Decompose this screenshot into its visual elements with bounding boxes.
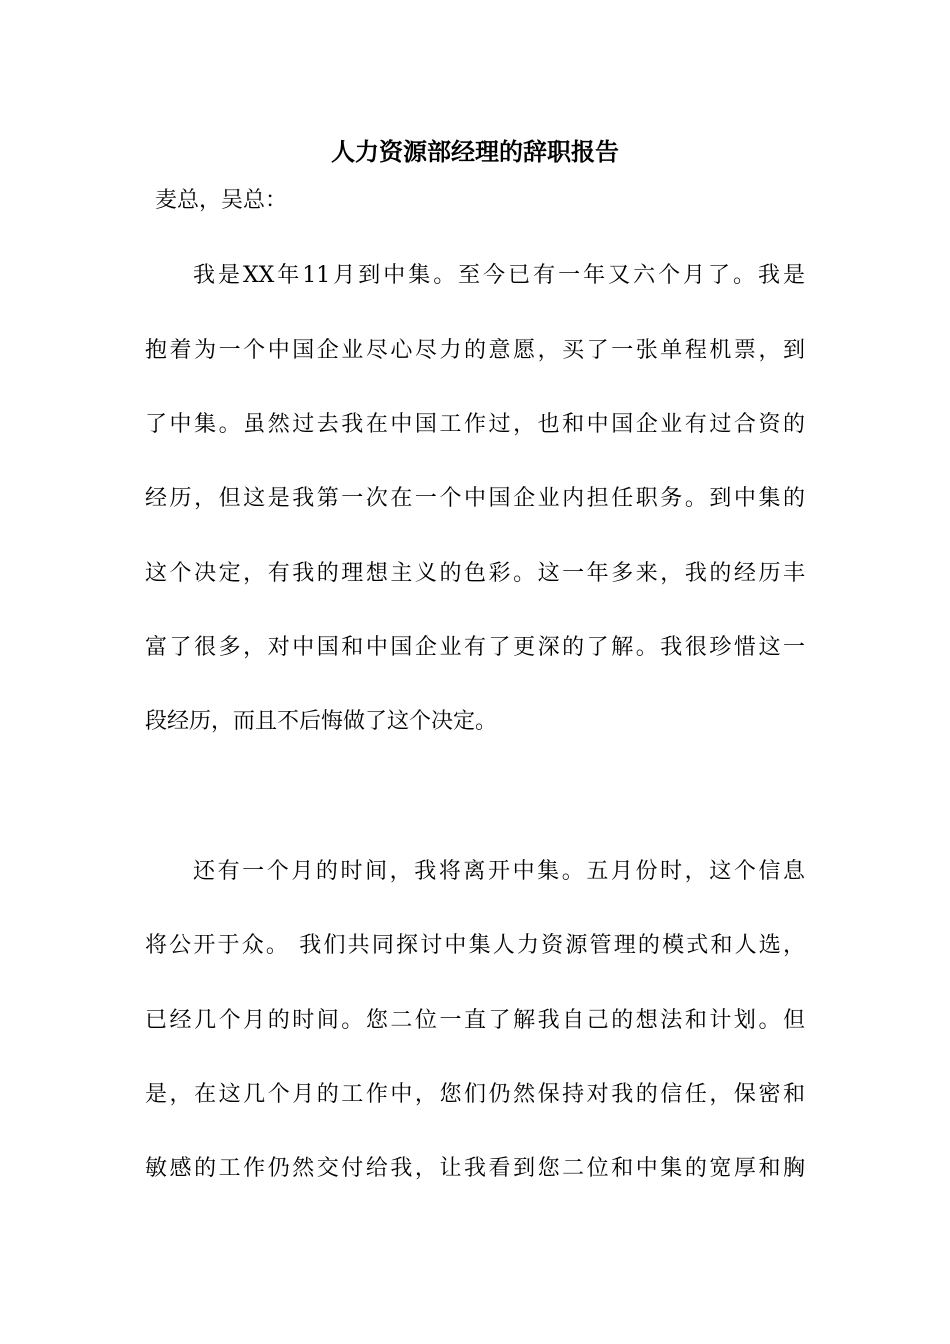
paragraph-1-line-4: 经历，但这是我第一次在一个中国企业内担任职务。到中集的 — [145, 486, 805, 511]
paragraph-2-line-1: 还有一个月的时间，我将离开中集。五月份时，这个信息 — [193, 859, 805, 884]
paragraph-2-line-4: 是，在这几个月的工作中，您们仍然保持对我的信任，保密和 — [145, 1082, 805, 1107]
paragraph-1-line-3: 了中集。虽然过去我在中国工作过，也和中国企业有过合资的 — [145, 412, 805, 437]
document-title: 人力资源部经理的辞职报告 — [331, 137, 619, 166]
paragraph-1-line-7: 段经历，而且不后悔做了这个决定。 — [145, 709, 498, 734]
paragraph-1-line-1: 我是XX年11月到中集。至今已有一年又六个月了。我是 — [193, 263, 805, 288]
paragraph-2-line-3: 已经几个月的时间。您二位一直了解我自己的想法和计划。但 — [145, 1008, 805, 1033]
paragraph-2-line-2: 将公开于众。 我们共同探讨中集人力资源管理的模式和人选， — [145, 933, 805, 958]
paragraph-1-line-5: 这个决定，有我的理想主义的色彩。这一年多来，我的经历丰 — [145, 561, 805, 586]
salutation: 麦总，吴总： — [155, 188, 288, 213]
paragraph-2-line-5: 敏感的工作仍然交付给我，让我看到您二位和中集的宽厚和胸 — [145, 1156, 805, 1181]
paragraph-1-line-6: 富了很多，对中国和中国企业有了更深的了解。我很珍惜这一 — [145, 635, 805, 660]
paragraph-1-line-2: 抱着为一个中国企业尽心尽力的意愿，买了一张单程机票，到 — [145, 338, 805, 363]
